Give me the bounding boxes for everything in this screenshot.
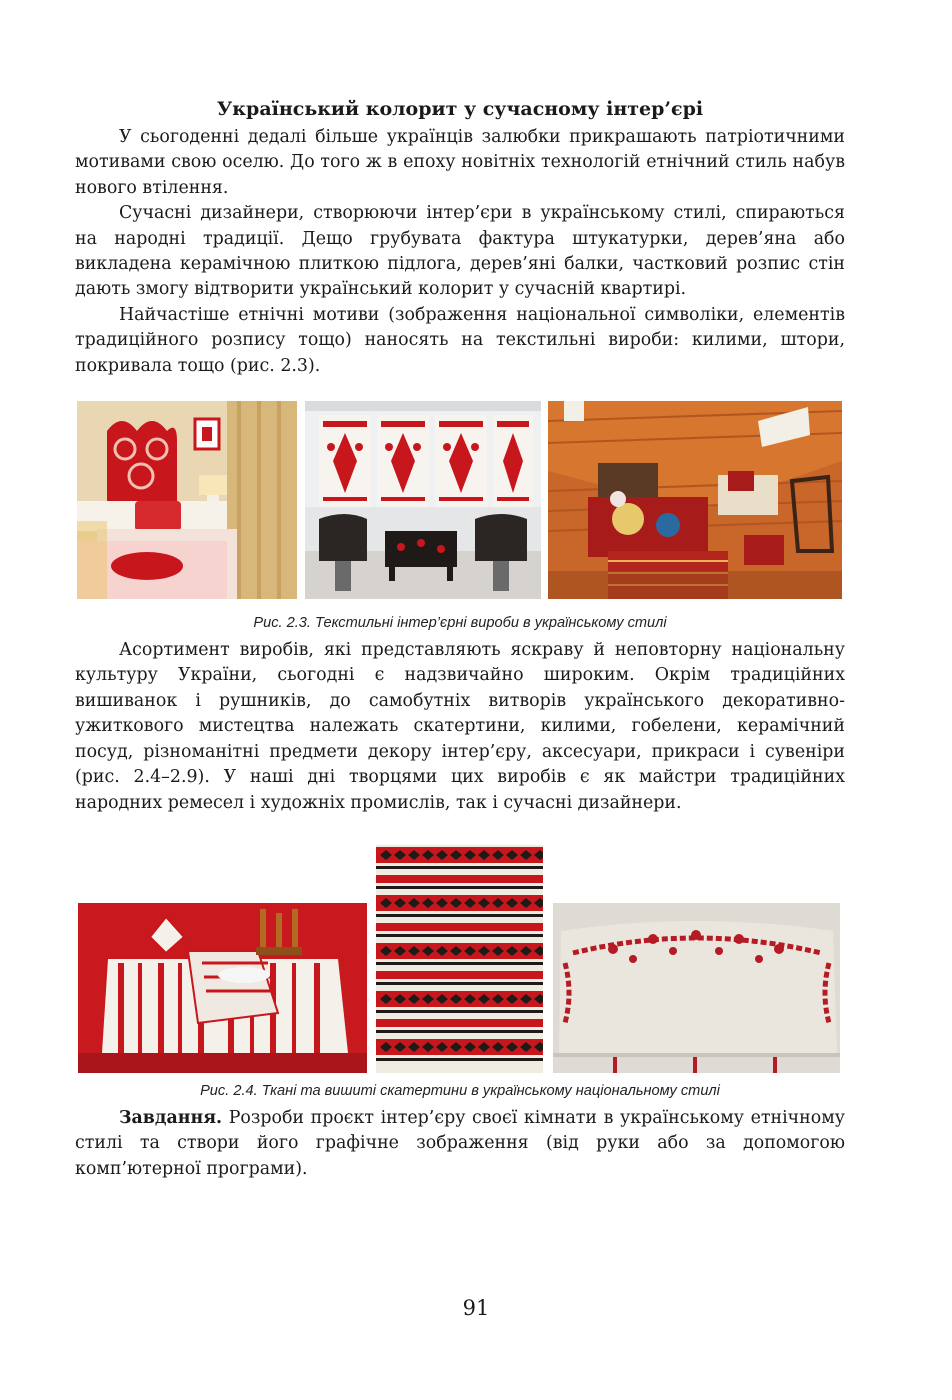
woven-tablecloth-photo <box>78 903 367 1073</box>
embroidered-blinds-room-photo <box>305 401 541 599</box>
figure-2-4 <box>75 845 845 1073</box>
section-title: Український колорит у сучасному інтер’єрі <box>216 98 704 120</box>
task-paragraph <box>75 1106 845 1182</box>
page-number: 91 <box>462 1296 490 1320</box>
paragraph-1: У сьогоденні дедалі більше українців залюбки прикрашають патріотичними мотивами свою оселю. До того ж в епоху новітніх технологій етнічний стиль набув нового втілення. <box>75 127 845 198</box>
woven-rushnyk-pattern-photo <box>376 845 543 1073</box>
task-text: Розроби проєкт інтер’єру своєї кімнати в українському етнічному стилі та створи його графічне зображення (від руки або за допомогою комп’ютерної програми). <box>75 1107 845 1179</box>
figure-2-4-caption: Рис. 2.4. Ткані та вишиті скатертини в українському національному стилі <box>200 1082 720 1099</box>
bedroom-red-headboard-photo <box>77 401 297 599</box>
embroidered-white-tablecloth-photo <box>553 903 840 1073</box>
paragraph-2: Сучасні дизайнери, створюючи інтер’єри в українському стилі, спираються на народні традиції. Дещо грубувата фактура штукатурки, дерев’яна або викладена керамічною плиткою підлога, дерев’яні балки, частковий розпис стін дають змогу відтворити український колорит у сучасній квартирі. <box>75 203 845 300</box>
paragraph-3: Найчастіше етнічні мотиви (зображення національної символіки, елементів традиційного розпису тощо) наносять на текстильні вироби: килими, штори, покривала тощо (рис. 2.3). <box>75 304 845 376</box>
figure-2-3-caption: Рис. 2.3. Текстильні інтер’єрні вироби в українському стилі <box>253 615 667 632</box>
paragraph-4: Асортимент виробів, які представляють яскраву й неповторну національну культуру України, сьогодні є надзвичайно широким. Окрім традиційних вишиванок і рушників, до самобутніх витворів українського декоративно-ужиткового мистецтва належать скатертини, килими, гобелени, керамічний посуд, різноманітні предмети декору інтер’єру, аксесуари, прикраси і сувеніри (рис. 2.4–2.9). У наші дні творцями цих виробів є як майстри традиційних народних ремесел і художніх промислів, так і сучасні дизайнери. <box>75 640 845 813</box>
task-label: Завдання. <box>119 1107 223 1128</box>
attic-wooden-bedroom-photo <box>548 401 842 599</box>
page-content <box>75 96 845 1182</box>
figure-2-3 <box>75 401 845 601</box>
